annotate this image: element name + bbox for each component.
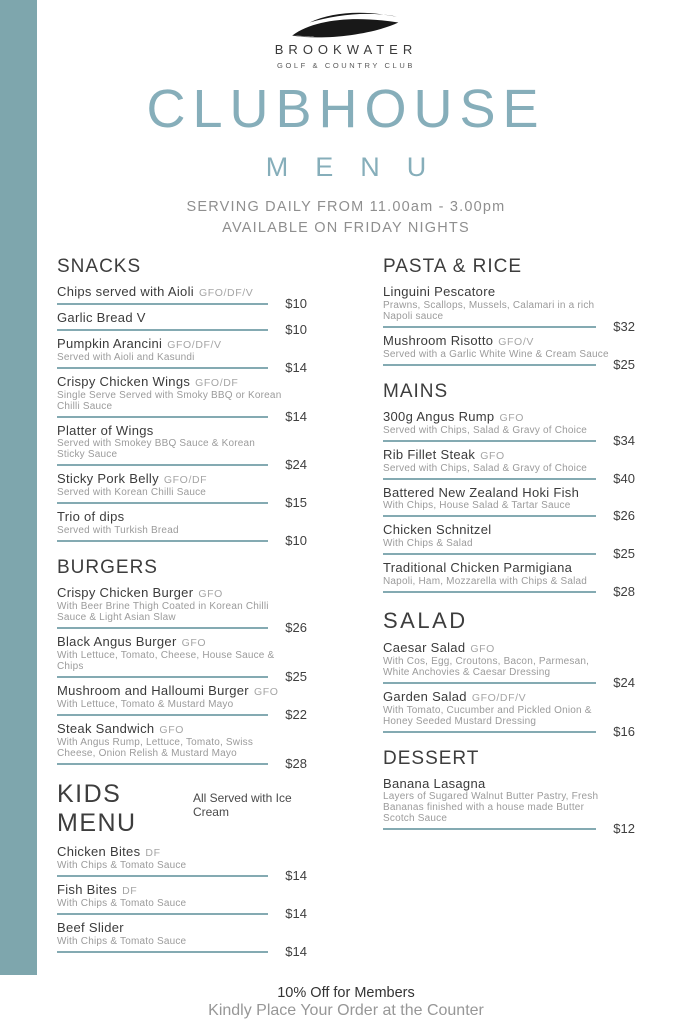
- menu-item: [57, 422, 307, 473]
- price-row: [57, 408, 307, 424]
- price-row: [57, 707, 307, 723]
- section-title-kids-menu: KIDS MENU: [57, 780, 137, 838]
- menu-header: [57, 8, 635, 236]
- menu-item: [383, 446, 635, 486]
- item-name: Black Angus Burger: [57, 634, 177, 649]
- dietary-tags: GFO: [198, 587, 223, 600]
- item-head: [57, 311, 307, 325]
- item-head: [57, 722, 307, 736]
- item-name: Rib Fillet Steak: [383, 446, 476, 462]
- divider-rule: [383, 478, 596, 480]
- divider-rule: [57, 875, 268, 877]
- price-row: [57, 868, 307, 884]
- dietary-tags: GFO/V: [498, 335, 534, 348]
- price-row: [383, 583, 635, 599]
- item-description: With Lettuce, Tomato & Mustard Mayo: [57, 699, 234, 711]
- dietary-tags: GFO: [181, 637, 207, 649]
- item-head: [57, 285, 307, 299]
- section-note: All Served with Ice Cream: [192, 791, 292, 820]
- order-instruction: Kindly Place Your Order at the Counter: [208, 1001, 484, 1019]
- item-description: With Cos, Egg, Croutons, Bacon, Parmesan, White Anchovies & Caesar Dressing: [383, 655, 590, 678]
- section-head: [57, 780, 307, 838]
- item-description: With Chips & Tomato Sauce: [57, 898, 187, 910]
- item-head: [57, 684, 307, 698]
- price-row: [383, 432, 635, 448]
- item-price: $28: [285, 756, 307, 772]
- price-row: [57, 906, 307, 922]
- price-row: [383, 508, 635, 524]
- item-description: Single Serve Served with Smoky BBQ or Korean Chilli Sauce: [57, 389, 282, 412]
- menu-item: [57, 310, 307, 337]
- item-description: With Chips & Salad: [383, 537, 473, 549]
- section-head: [57, 557, 307, 579]
- item-name: Fish Bites: [57, 882, 118, 898]
- dietary-tags: GFO: [253, 686, 279, 699]
- members-discount-note: 10% Off for Members: [277, 984, 415, 1001]
- section-title-burgers: BURGERS: [57, 556, 158, 578]
- item-price: $14: [285, 943, 307, 959]
- item-price: $24: [285, 457, 307, 473]
- item-name: Linguini Pescatore: [383, 284, 496, 299]
- menu-item: [57, 335, 307, 375]
- divider-rule: [57, 367, 268, 369]
- price-row: [57, 669, 307, 685]
- item-head: [57, 375, 307, 389]
- item-price: $32: [613, 318, 635, 334]
- item-head: [57, 337, 307, 351]
- item-description: With Chips, House Salad & Tartar Sauce: [383, 500, 571, 512]
- item-name: Chips served with Aioli: [57, 284, 194, 299]
- menu-section-mains: [383, 380, 635, 599]
- price-row: [383, 318, 635, 334]
- item-name: Traditional Chicken Parmigiana: [383, 559, 573, 575]
- price-row: [57, 532, 307, 548]
- divider-rule: [383, 326, 596, 328]
- item-price: $26: [285, 620, 307, 635]
- menu-item: [57, 683, 307, 723]
- divider-rule: [57, 714, 268, 716]
- item-description: Served with Chips, Salad & Gravy of Choice: [383, 462, 588, 474]
- item-description: With Chips & Tomato Sauce: [57, 860, 187, 872]
- dietary-tags: GFO: [499, 411, 525, 424]
- item-head: [57, 586, 307, 600]
- item-name: Mushroom Risotto: [383, 332, 494, 348]
- dietary-tags: GFO: [470, 642, 495, 655]
- item-price: $26: [613, 508, 635, 524]
- item-head: [383, 334, 635, 348]
- dietary-tags: GFO/DF/V: [471, 691, 527, 704]
- item-head: [383, 690, 635, 704]
- divider-rule: [57, 464, 268, 466]
- item-name: Banana Lasagna: [383, 775, 486, 791]
- availability-note: AVAILABLE ON FRIDAY NIGHTS: [222, 220, 470, 236]
- item-price: $25: [613, 545, 635, 561]
- divider-rule: [383, 440, 596, 442]
- divider-rule: [383, 731, 596, 733]
- item-price: $14: [285, 359, 307, 375]
- item-name: Beef Slider: [57, 920, 124, 936]
- item-price: $22: [285, 707, 307, 723]
- menu-item: [383, 284, 635, 334]
- item-head: [57, 635, 307, 649]
- dietary-tags: GFO/DF: [163, 474, 208, 487]
- item-price: $16: [613, 723, 635, 739]
- dietary-tags: GFO/DF/V: [167, 338, 222, 351]
- price-row: [383, 723, 635, 739]
- menu-item: [57, 920, 307, 959]
- section-head: [383, 748, 635, 770]
- price-row: [57, 321, 307, 337]
- item-description: Served with Smokey BBQ Sauce & Korean Sticky Sauce: [57, 438, 256, 461]
- item-head: [57, 883, 307, 897]
- item-description: Served with Korean Chilli Sauce: [57, 487, 207, 499]
- brookwater-logo: [57, 8, 635, 70]
- item-name: Garden Salad: [383, 688, 467, 704]
- divider-rule: [383, 591, 596, 593]
- item-name: Platter of Wings: [57, 422, 154, 438]
- menu-section-salad: [383, 607, 635, 739]
- menu-section-pasta-rice: [383, 256, 635, 372]
- item-description: With Beer Brine Thigh Coated in Korean Chilli Sauce & Light Asian Slaw: [57, 601, 269, 623]
- price-row: [383, 821, 635, 837]
- item-name: Mushroom and Halloumi Burger: [57, 683, 249, 699]
- item-description: Served with Aioli and Kasundi: [57, 351, 195, 363]
- item-name: Caesar Salad: [383, 639, 466, 655]
- menu-section-dessert: [383, 747, 635, 837]
- menu-section-kids-menu: [57, 780, 307, 959]
- item-price: $24: [613, 674, 635, 690]
- divider-rule: [57, 676, 268, 678]
- item-price: $10: [285, 296, 307, 312]
- menu-item: [383, 522, 635, 561]
- dietary-tags: DF: [145, 847, 161, 860]
- swoosh-leaf-icon: [287, 8, 405, 40]
- section-head: [383, 381, 635, 403]
- item-head: [383, 777, 635, 791]
- menu-column-right: [383, 256, 635, 959]
- price-row: [57, 620, 307, 635]
- item-price: $10: [285, 532, 307, 548]
- section-head: [383, 608, 635, 634]
- logo-name: BROOKWATER: [274, 42, 418, 57]
- dietary-tags: GFO: [159, 724, 184, 737]
- item-head: [383, 285, 635, 299]
- divider-rule: [57, 329, 268, 331]
- item-price: $25: [613, 356, 635, 372]
- menu-item: [383, 775, 635, 837]
- item-head: [383, 561, 635, 575]
- item-description: Served with Chips, Salad & Gravy of Choice: [383, 424, 588, 436]
- item-price: $34: [613, 432, 635, 448]
- item-price: $25: [285, 669, 307, 685]
- menu-item: [383, 559, 635, 599]
- item-name: Sticky Pork Belly: [57, 471, 159, 487]
- item-head: [383, 410, 635, 424]
- item-head: [57, 845, 307, 859]
- price-row: [57, 457, 307, 473]
- divider-rule: [57, 303, 268, 305]
- item-description: Served with a Garlic White Wine & Cream Sauce: [383, 348, 609, 360]
- divider-rule: [383, 553, 596, 555]
- menu-item: [383, 484, 635, 524]
- item-price: $14: [285, 868, 307, 884]
- item-price: $40: [613, 470, 635, 486]
- dietary-tags: GFO: [480, 449, 505, 462]
- menu-columns: [57, 256, 635, 959]
- section-title-snacks: SNACKS: [57, 256, 142, 277]
- menu-item: [57, 882, 307, 922]
- divider-rule: [57, 502, 268, 504]
- item-description: Prawns, Scallops, Mussels, Calamari in a rich Napoli sauce: [383, 299, 595, 322]
- item-description: With Lettuce, Tomato, Cheese, House Sauce & Chips: [57, 650, 275, 673]
- item-description: Layers of Sugared Walnut Butter Pastry, Fresh Bananas finished with a house made Butter Scotch Sauce: [383, 791, 599, 825]
- divider-rule: [57, 416, 268, 418]
- item-name: 300g Angus Rump: [383, 408, 495, 424]
- section-title-dessert: DESSERT: [383, 747, 480, 769]
- logo-tagline: GOLF & COUNTRY CLUB: [277, 61, 415, 70]
- item-head: [383, 486, 635, 500]
- item-head: [57, 921, 307, 935]
- item-description: With Chips & Tomato Sauce: [57, 935, 187, 947]
- item-head: [383, 523, 635, 537]
- price-row: [383, 470, 635, 486]
- serving-hours: SERVING DAILY FROM 11.00am - 3.00pm: [186, 199, 506, 215]
- divider-rule: [57, 763, 268, 765]
- dietary-tags: GFO/DF/V: [198, 287, 254, 299]
- item-description: With Angus Rump, Lettuce, Tomato, Swiss Cheese, Onion Relish & Mustard Mayo: [57, 737, 254, 760]
- menu-footer: [57, 985, 635, 1020]
- price-row: [57, 495, 307, 511]
- menu-item: [57, 844, 307, 884]
- item-price: $28: [613, 583, 635, 599]
- dietary-tags: GFO/DF: [195, 376, 239, 389]
- item-name: Battered New Zealand Hoki Fish: [383, 484, 580, 500]
- item-name: Crispy Chicken Burger: [57, 584, 194, 600]
- item-name: Garlic Bread V: [57, 310, 146, 326]
- item-price: $12: [613, 821, 635, 837]
- divider-rule: [383, 515, 596, 517]
- item-head: [383, 448, 635, 462]
- section-head: [383, 256, 635, 278]
- item-price: $10: [285, 321, 307, 337]
- price-row: [57, 296, 307, 312]
- dietary-tags: DF: [122, 885, 138, 898]
- menu-item: [57, 634, 307, 685]
- item-head: [57, 424, 307, 438]
- divider-rule: [57, 951, 268, 953]
- menu-item: [383, 639, 635, 690]
- menu-section-snacks: [57, 256, 307, 548]
- menu-item: [383, 408, 635, 448]
- divider-rule: [383, 364, 596, 366]
- price-row: [383, 356, 635, 372]
- item-description: Napoli, Ham, Mozzarella with Chips & Salad: [383, 575, 588, 587]
- item-price: $14: [285, 906, 307, 922]
- item-head: [57, 510, 307, 524]
- divider-rule: [383, 828, 596, 830]
- menu-item: [57, 373, 307, 424]
- section-head: [57, 256, 307, 278]
- price-row: [57, 359, 307, 375]
- menu-item: [57, 721, 307, 772]
- price-row: [383, 545, 635, 561]
- menu-item: [57, 584, 307, 635]
- section-title-mains: MAINS: [383, 380, 449, 402]
- divider-rule: [383, 682, 596, 684]
- menu-item: [57, 284, 307, 312]
- menu-item: [383, 332, 635, 372]
- menu-section-burgers: [57, 556, 307, 772]
- item-name: Chicken Bites: [57, 844, 141, 860]
- menu-item: [383, 688, 635, 739]
- item-head: [383, 641, 635, 655]
- price-row: [57, 756, 307, 772]
- section-title-salad: SALAD: [383, 607, 468, 633]
- page-title: CLUBHOUSE: [146, 79, 546, 139]
- price-row: [383, 674, 635, 690]
- item-price: $14: [285, 408, 307, 424]
- item-name: Trio of dips: [57, 509, 125, 525]
- section-title-pasta-rice: PASTA & RICE: [383, 256, 523, 277]
- page-subtitle: MENU: [265, 152, 454, 182]
- item-name: Chicken Schnitzel: [383, 522, 492, 538]
- menu-item: [57, 509, 307, 548]
- item-name: Pumpkin Arancini: [57, 335, 163, 351]
- item-name: Crispy Chicken Wings: [57, 373, 191, 389]
- divider-rule: [57, 913, 268, 915]
- item-price: $15: [285, 495, 307, 511]
- item-description: With Tomato, Cucumber and Pickled Onion & Honey Seeded Mustard Dressing: [383, 704, 592, 727]
- item-name: Steak Sandwich: [57, 721, 155, 737]
- divider-rule: [57, 627, 268, 629]
- item-description: Served with Turkish Bread: [57, 524, 179, 536]
- divider-rule: [57, 540, 268, 542]
- item-head: [57, 472, 307, 486]
- menu-column-left: [57, 256, 307, 959]
- price-row: [57, 943, 307, 959]
- menu-item: [57, 471, 307, 511]
